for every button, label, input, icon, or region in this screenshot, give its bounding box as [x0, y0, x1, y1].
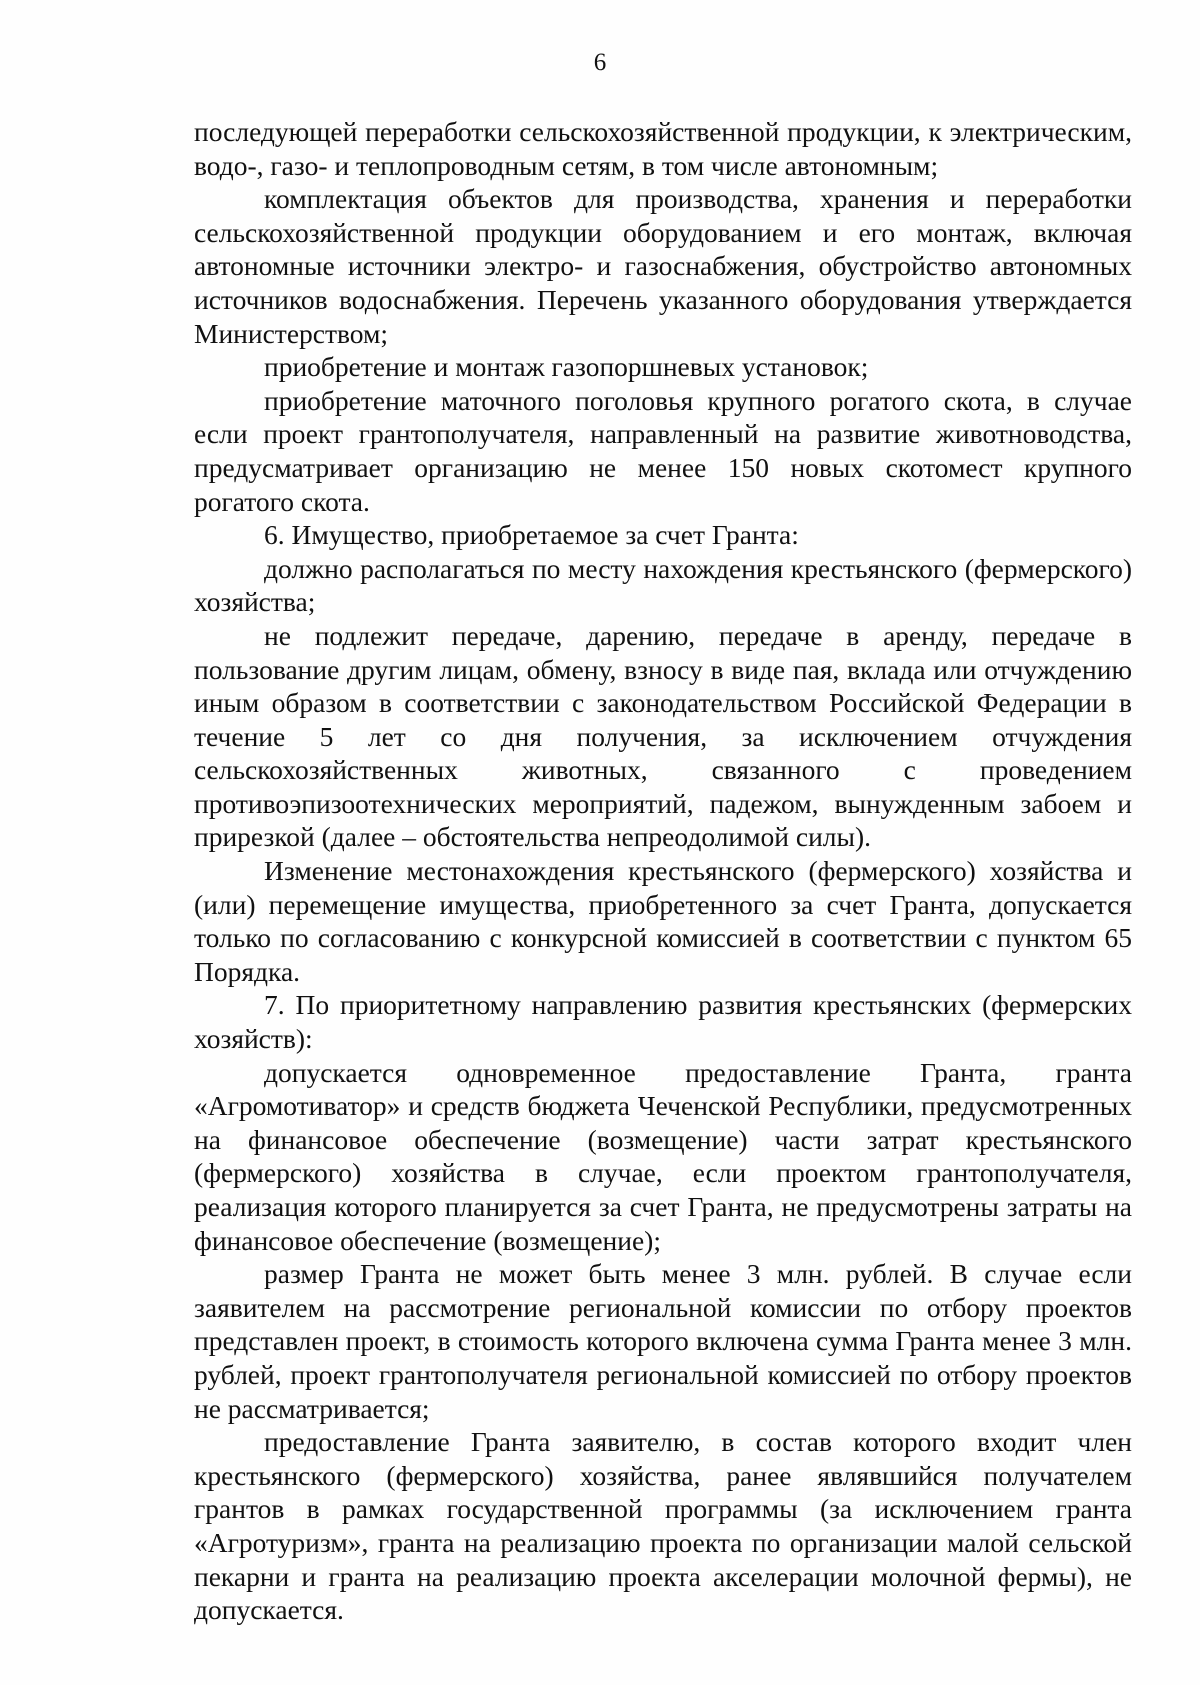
- paragraph: размер Гранта не может быть менее 3 млн. рублей. В случае если заявителем на рассмотрение региональной комиссии по отбору проектов представлен проект, в стоимость которого включена сумма Гранта менее 3 млн. рублей, проект грантополучателя региональной комиссией по отбору проектов не рассматривается;: [194, 1258, 1132, 1424]
- page-number: 6: [593, 49, 607, 76]
- paragraph: приобретение маточного поголовья крупного рогатого скота, в случае если проект грантополучателя, направленный на развитие животноводства, предусматривает организацию не менее 150 новых скотомест крупного рогатого скота.: [194, 384, 1132, 517]
- paragraph: должно располагаться по месту нахождения крестьянского (фермерского) хозяйства;: [194, 552, 1132, 618]
- paragraph: предоставление Гранта заявителю, в состав которого входит член крестьянского (фермерского) хозяйства, ранее являвшийся получателем грантов в рамках государственной программы (за исключением гранта «Агротуризм», гранта на реализацию проекта по организации малой сельской пекарни и гранта на реализацию проекта акселерации молочной фермы), не допускается.: [194, 1426, 1132, 1626]
- paragraph: приобретение и монтаж газопоршневых установок;: [264, 351, 869, 383]
- paragraph: последующей переработки сельскохозяйственной продукции, к электрическим, водо-, газо- и теплопроводным сетям, в том числе автономным;: [194, 116, 1132, 181]
- paragraph: комплектация объектов для производства, хранения и переработки сельскохозяйственной продукции оборудованием и его монтаж, включая автономные источники электро- и газоснабжения, обустройство автономных источников водоснабжения. Перечень указанного оборудования утверждается Министерством;: [194, 183, 1132, 349]
- section-heading-7: 7. По приоритетному направлению развития крестьянских (фермерских хозяйств):: [194, 989, 1132, 1055]
- paragraph: Изменение местонахождения крестьянского (фермерского) хозяйства и (или) перемещение имущества, приобретенного за счет Гранта, допускается только по согласованию с конкурсной комиссией в соответствии с пунктом 65 Порядка.: [194, 855, 1132, 987]
- paragraph: допускается одновременное предоставление Гранта, гранта «Агромотиватор» и средств бюджета Чеченской Республики, предусмотренных на финансовое обеспечение (возмещение) части затрат крестьянского (фермерского) хозяйства в случае, если проектом грантополучателя, реализация которого планируется за счет Гранта, не предусмотрены затраты на финансовое обеспечение (возмещение);: [194, 1056, 1132, 1256]
- paragraph: не подлежит передаче, дарению, передаче в аренду, передаче в пользование другим лицам, обмену, взносу в виде пая, вклада или отчуждению иным образом в соответствии с законодательством Российской Федерации в течение 5 лет со дня получения, за исключением отчуждения сельскохозяйственных животных, связанного с проведением противоэпизоотехнических мероприятий, падежом, вынужденным забоем и прирезкой (далее – обстоятельства непреодолимой силы).: [194, 619, 1132, 853]
- document-body: [194, 115, 1132, 1627]
- section-heading-6: 6. Имущество, приобретаемое за счет Гранта:: [264, 519, 799, 551]
